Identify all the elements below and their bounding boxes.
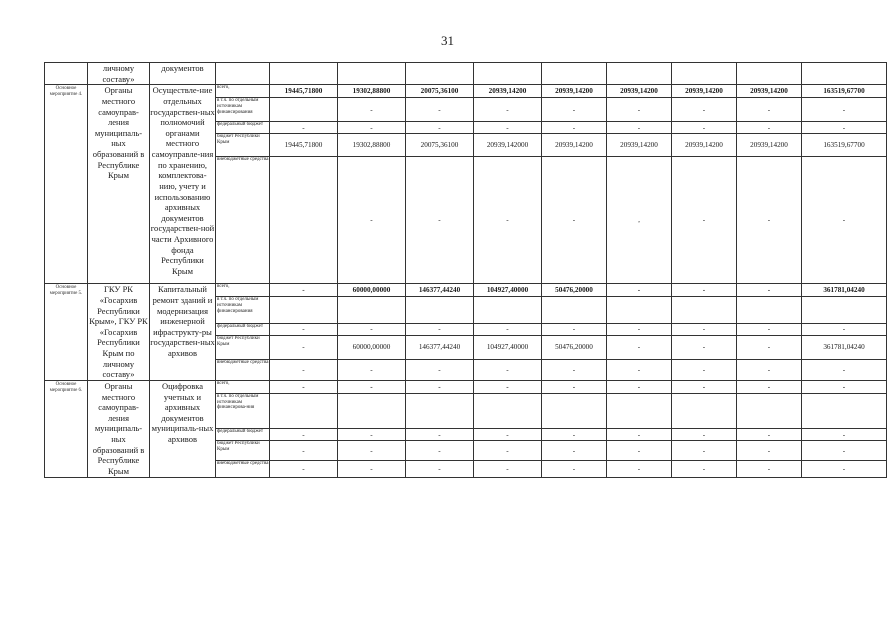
amount-cell: - — [607, 359, 672, 380]
amount-cell: - — [737, 461, 802, 477]
amount-cell: 104927,40000 — [474, 336, 542, 359]
amount-cell: - — [406, 461, 474, 477]
amount-cell: 50476,20000 — [542, 284, 607, 297]
amount-cell: 146377,44240 — [406, 284, 474, 297]
amount-cell: - — [607, 98, 672, 122]
amount-cell: 60000,00000 — [338, 336, 406, 359]
amount-cell: - — [474, 157, 542, 284]
amount-cell: - — [802, 359, 887, 380]
amount-cell: - — [270, 359, 338, 380]
amount-cell: 20075,36100 — [406, 85, 474, 98]
amount-cell — [802, 393, 887, 428]
amount-cell: - — [737, 441, 802, 461]
amount-cell: - — [607, 461, 672, 477]
amount-cell: - — [737, 380, 802, 393]
amount-cell: - — [607, 323, 672, 335]
amount-cell: - — [802, 461, 887, 477]
amount-cell — [474, 393, 542, 428]
activity-label: Основное мероприятие 5. — [45, 284, 88, 381]
amount-cell: - — [672, 461, 737, 477]
amount-cell: - — [338, 98, 406, 122]
amount-cell: - — [737, 284, 802, 297]
amount-cell: - — [542, 461, 607, 477]
continuation-row — [45, 63, 887, 85]
funding-source-cell: федеральный бюджет — [216, 429, 270, 441]
amount-cell — [737, 297, 802, 323]
amount-cell: 50476,20000 — [542, 336, 607, 359]
description-cell: Осуществле-ние отдельных государствен-ных полномочий органами местного самоуправле-ния по хранению, комплектова-нию, учету и использованию архивных документов государствен-ной части Архивного фонда Республики Крым — [150, 85, 216, 284]
description-cell: Оцифровка учетных и архивных документов муниципаль-ных архивов — [150, 380, 216, 477]
amount-cell — [672, 297, 737, 323]
amount-cell: - — [542, 359, 607, 380]
amount-cell: - — [474, 98, 542, 122]
amount-cell: - — [737, 157, 802, 284]
amount-cell — [406, 297, 474, 323]
amount-cell: - — [406, 380, 474, 393]
amount-cell: - — [802, 380, 887, 393]
amount-cell: - — [672, 284, 737, 297]
amount-cell: - — [474, 380, 542, 393]
amount-cell: - — [672, 336, 737, 359]
amount-cell: - — [542, 157, 607, 284]
amount-cell: 146377,44240 — [406, 336, 474, 359]
amount-cell: - — [607, 122, 672, 134]
amount-cell: 361781,04240 — [802, 284, 887, 297]
amount-cell: - — [607, 336, 672, 359]
amount-cell — [672, 393, 737, 428]
amount-cell: - — [737, 122, 802, 134]
amount-cell: - — [672, 157, 737, 284]
amount-cell: 20939,14200 — [607, 134, 672, 157]
continued-description-text: документов — [150, 63, 216, 85]
amount-cell: - — [802, 323, 887, 335]
continued-executor-text: личному составу» — [88, 63, 150, 85]
amount-cell: 163519,67700 — [802, 134, 887, 157]
funding-source-cell: бюджет Республики Крым — [216, 134, 270, 157]
amount-cell — [406, 393, 474, 428]
amount-cell: 20939,14200 — [672, 85, 737, 98]
amount-cell: - — [802, 441, 887, 461]
amount-cell — [737, 393, 802, 428]
executor-cell: ГКУ РК «Госархив Республики Крым», ГКУ РК «Госархив Республики Крым по личному составу» — [89, 284, 148, 380]
amount-cell: - — [542, 323, 607, 335]
amount-cell: 20075,36100 — [406, 134, 474, 157]
amount-cell: - — [672, 122, 737, 134]
amount-cell: - — [737, 98, 802, 122]
amount-cell: 104927,40000 — [474, 284, 542, 297]
amount-cell: 20939,14200 — [672, 134, 737, 157]
amount-cell: 19302,88800 — [338, 85, 406, 98]
amount-cell — [802, 297, 887, 323]
executor-cell: Органы местного самоуправ-ления муниципаль-ных образований в Республике Крым — [88, 380, 150, 477]
amount-cell: - — [338, 157, 406, 284]
amount-cell: - — [672, 359, 737, 380]
amount-cell: 60000,00000 — [338, 284, 406, 297]
amount-cell: - — [607, 284, 672, 297]
amount-cell: - — [672, 98, 737, 122]
amount-cell: - — [607, 429, 672, 441]
amount-cell — [338, 393, 406, 428]
funding-source-cell: в т.ч. по отдельным источникам финансирования — [216, 297, 270, 323]
amount-cell: - — [474, 122, 542, 134]
amount-cell: - — [802, 429, 887, 441]
amount-cell: , — [607, 157, 672, 284]
amount-cell: 20939,14200 — [542, 85, 607, 98]
amount-cell: 163519,67700 — [802, 85, 887, 98]
amount-cell: - — [474, 461, 542, 477]
amount-cell: - — [270, 122, 338, 134]
amount-cell — [270, 98, 338, 122]
amount-cell — [270, 393, 338, 428]
amount-cell: - — [672, 380, 737, 393]
amount-cell: 20939,14200 — [737, 134, 802, 157]
amount-cell: - — [542, 441, 607, 461]
amount-cell — [270, 157, 338, 284]
amount-cell: - — [672, 441, 737, 461]
amount-cell: - — [802, 122, 887, 134]
amount-cell: - — [270, 441, 338, 461]
financing-table — [44, 62, 887, 478]
amount-cell: - — [338, 359, 406, 380]
table-row — [45, 284, 887, 297]
amount-cell: 19445,71800 — [270, 85, 338, 98]
amount-cell: - — [542, 380, 607, 393]
amount-cell: 19445,71800 — [270, 134, 338, 157]
funding-source-cell: федеральный бюджет — [216, 122, 270, 134]
amount-cell: - — [406, 122, 474, 134]
amount-cell: - — [338, 122, 406, 134]
amount-cell: - — [270, 336, 338, 359]
funding-source-cell: всего, — [216, 85, 270, 98]
amount-cell: - — [338, 429, 406, 441]
amount-cell: - — [542, 122, 607, 134]
table-row — [45, 85, 887, 98]
funding-source-cell: федеральный бюджет — [216, 323, 270, 335]
amount-cell: - — [338, 380, 406, 393]
funding-source-cell: внебюджетные средства — [216, 461, 270, 477]
amount-cell: - — [270, 323, 338, 335]
amount-cell: - — [672, 323, 737, 335]
amount-cell: - — [338, 441, 406, 461]
amount-cell: 20939,14200 — [607, 85, 672, 98]
amount-cell: - — [338, 461, 406, 477]
amount-cell: - — [737, 359, 802, 380]
amount-cell: 361781,04240 — [802, 336, 887, 359]
funding-source-cell: в т.ч. по отдельным источникам финансирова-ния — [216, 393, 270, 428]
amount-cell: - — [474, 429, 542, 441]
funding-source-cell: всего, — [216, 380, 270, 393]
amount-cell: - — [737, 336, 802, 359]
amount-cell: - — [737, 323, 802, 335]
funding-source-cell: в т.ч. по отдельным источникам финансирования — [216, 98, 270, 122]
amount-cell: - — [270, 461, 338, 477]
amount-cell: 20939,142000 — [474, 134, 542, 157]
amount-cell — [542, 393, 607, 428]
amount-cell — [542, 297, 607, 323]
amount-cell: - — [270, 380, 338, 393]
funding-source-cell: внебюджетные средства — [216, 157, 270, 284]
activity-label: Основное мероприятие 6. — [45, 380, 88, 477]
funding-source-cell: бюджет Республики Крым — [216, 441, 270, 461]
amount-cell — [607, 297, 672, 323]
amount-cell: 19302,88800 — [338, 134, 406, 157]
amount-cell: - — [607, 380, 672, 393]
amount-cell: - — [542, 98, 607, 122]
amount-cell: - — [270, 284, 338, 297]
description-cell: Капитальный ремонт зданий и модернизация инженерной ифраструкту-ры государствен-ных архивов — [150, 284, 216, 381]
amount-cell: - — [406, 98, 474, 122]
amount-cell: - — [474, 323, 542, 335]
amount-cell: - — [338, 323, 406, 335]
amount-cell: - — [474, 441, 542, 461]
amount-cell — [270, 297, 338, 323]
activity-label: Основное мероприятие 4. — [45, 85, 88, 284]
amount-cell — [474, 297, 542, 323]
amount-cell: - — [542, 429, 607, 441]
amount-cell: - — [607, 441, 672, 461]
amount-cell: - — [406, 359, 474, 380]
amount-cell: - — [672, 429, 737, 441]
amount-cell — [607, 393, 672, 428]
amount-cell: 20939,14200 — [474, 85, 542, 98]
amount-cell: - — [406, 157, 474, 284]
amount-cell: - — [802, 98, 887, 122]
amount-cell: - — [406, 323, 474, 335]
amount-cell: - — [406, 429, 474, 441]
amount-cell: - — [737, 429, 802, 441]
funding-source-cell: всего, — [216, 284, 270, 297]
amount-cell: - — [474, 359, 542, 380]
funding-source-cell: бюджет Республики Крым — [216, 336, 270, 359]
amount-cell: 20939,14200 — [737, 85, 802, 98]
page-number: 31 — [441, 33, 454, 48]
amount-cell: - — [270, 429, 338, 441]
executor-cell: Органы местного самоуправ-ления муниципаль-ных образований в Республике Крым — [88, 85, 150, 284]
table-row — [45, 380, 887, 393]
amount-cell: 20939,14200 — [542, 134, 607, 157]
amount-cell: - — [802, 157, 887, 284]
funding-source-cell: внебюджетные средства — [216, 359, 270, 380]
amount-cell — [338, 297, 406, 323]
amount-cell: - — [406, 441, 474, 461]
